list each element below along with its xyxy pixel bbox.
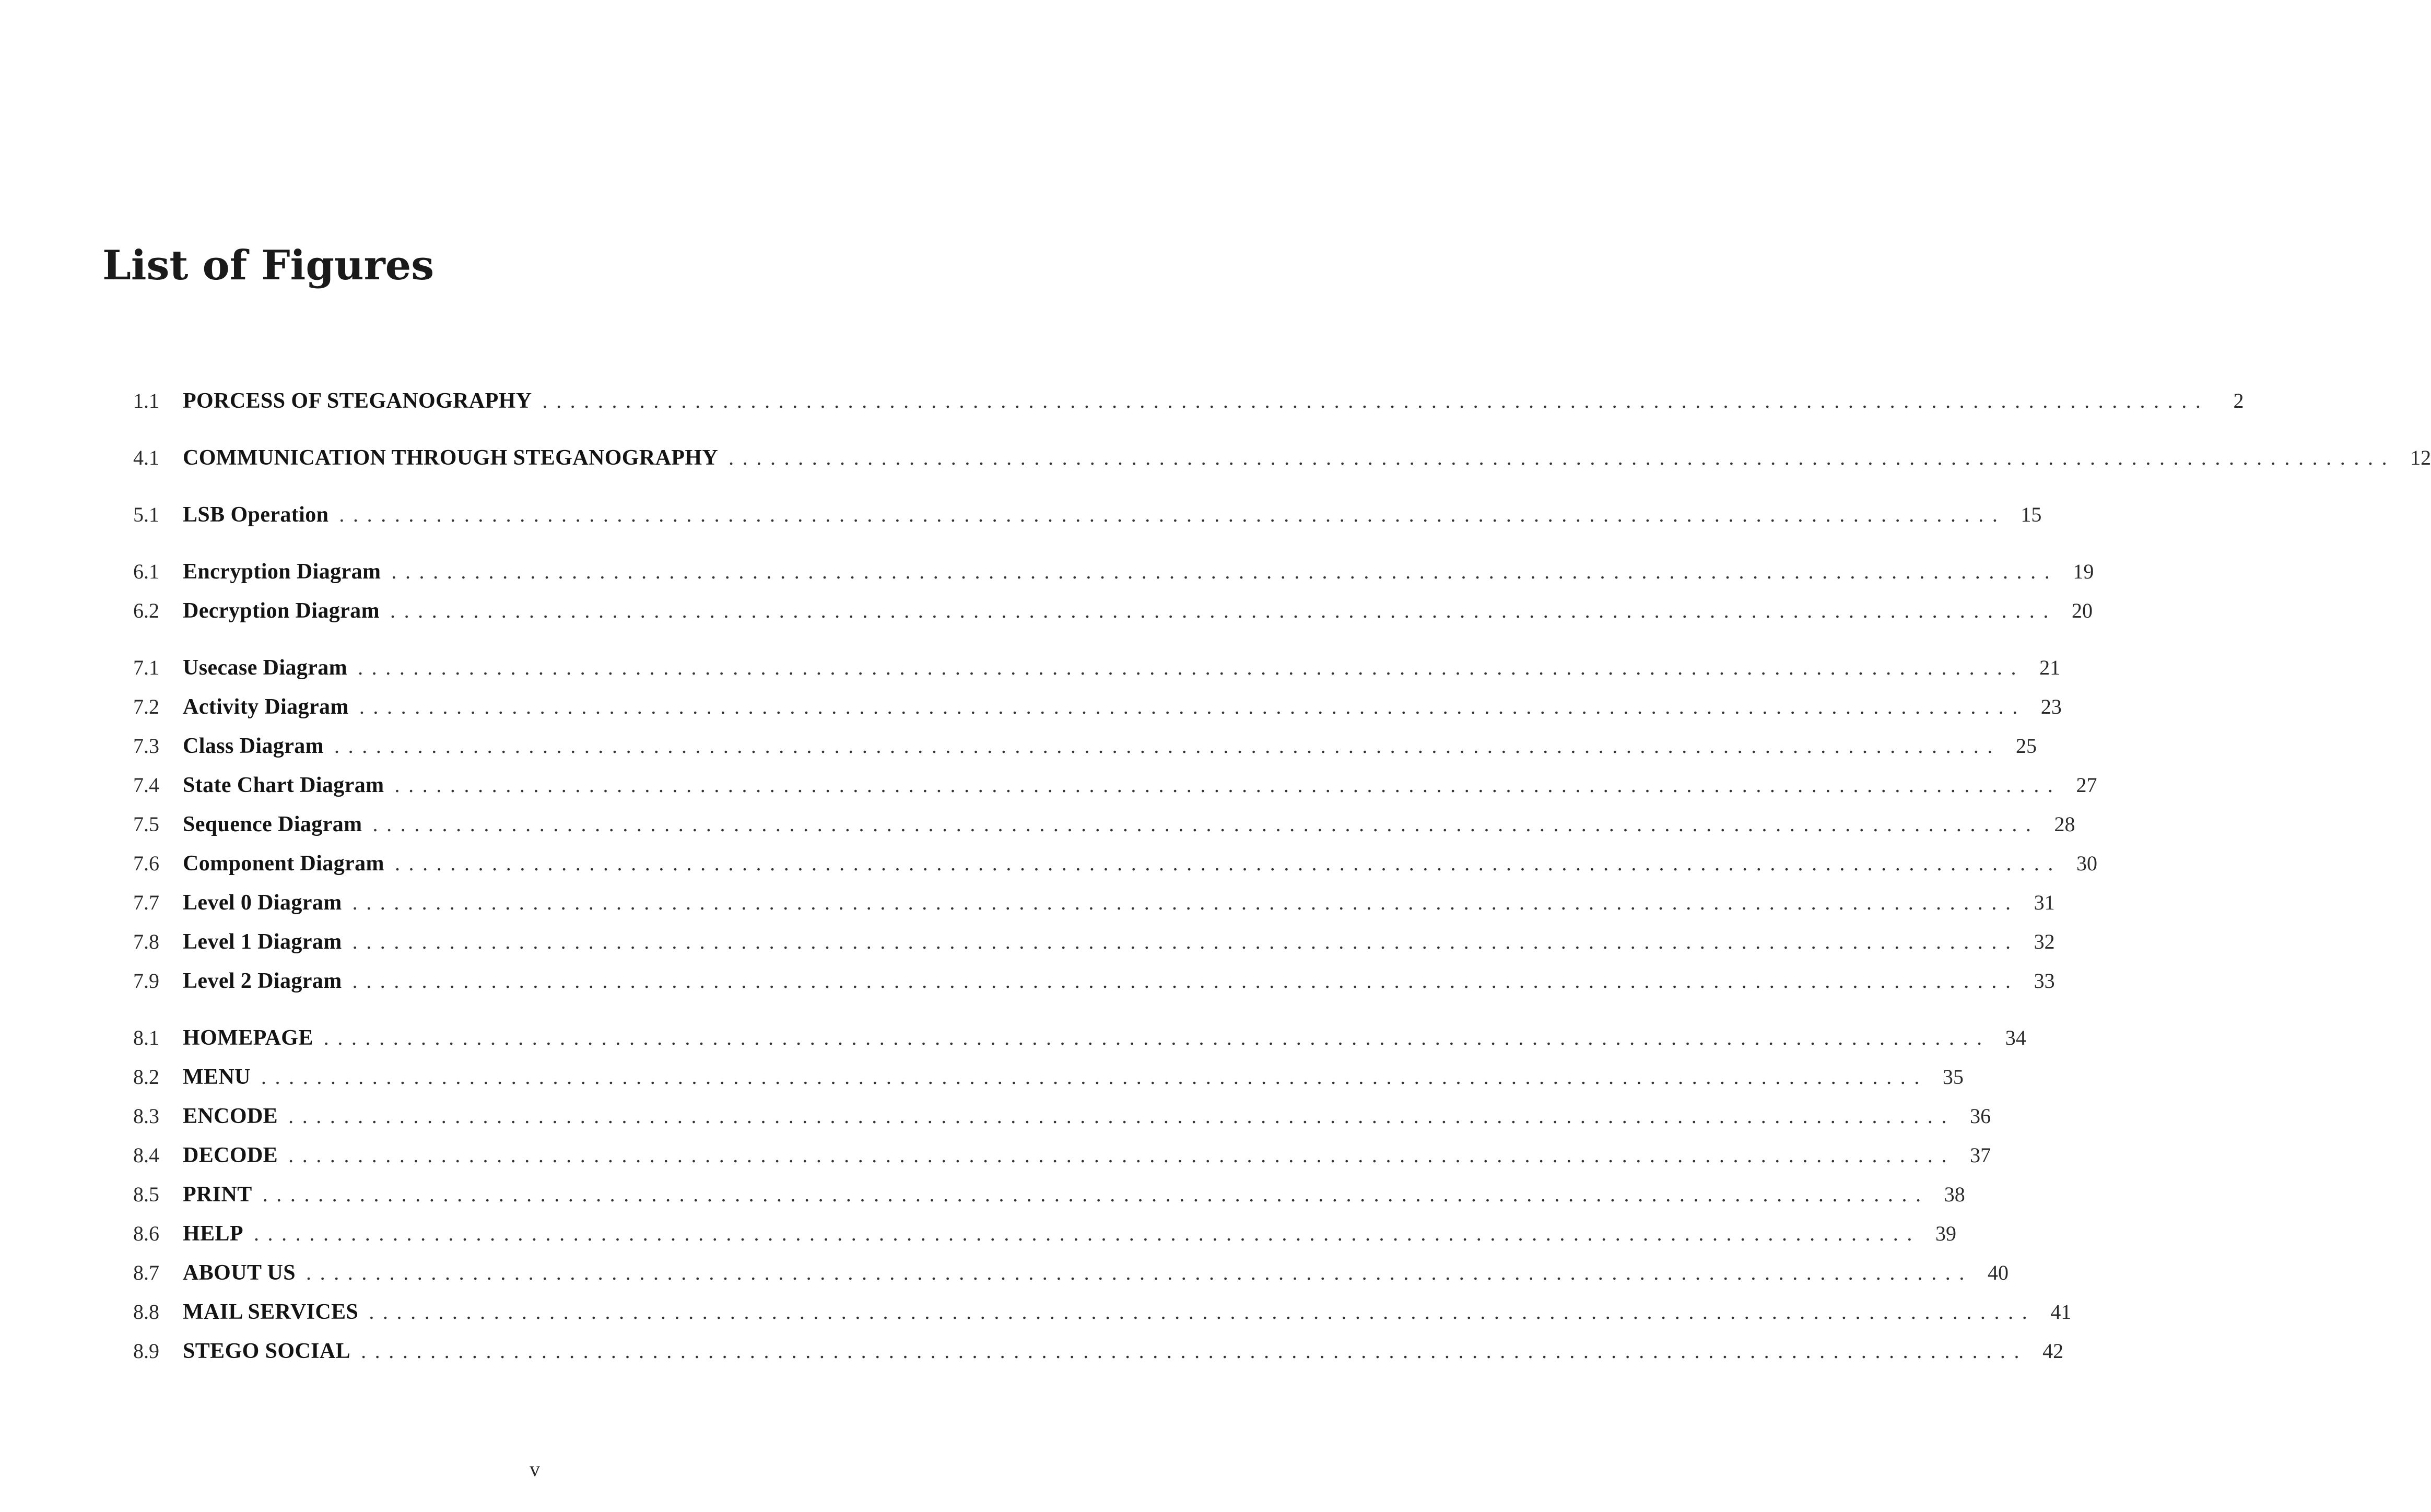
dot-leader: ........................................................................................................................ <box>372 812 2040 836</box>
dot-leader: ........................................................................................................................ <box>262 1183 1930 1206</box>
figure-entry[interactable] <box>133 1253 2009 1292</box>
dot-leader: ........................................................................................................................ <box>339 503 2006 526</box>
figure-label: MENU <box>183 1065 251 1089</box>
figure-entry[interactable] <box>133 1214 1956 1253</box>
figure-label: Sequence Diagram <box>183 812 362 836</box>
figure-label: STEGO SOCIAL <box>183 1339 351 1363</box>
figure-label: DECODE <box>183 1143 278 1167</box>
dot-leader: ........................................................................................................................ <box>390 599 2057 622</box>
figure-number: 7.4 <box>133 773 159 797</box>
figure-entry[interactable] <box>133 648 2061 687</box>
figure-page: 36 <box>1970 1104 1991 1128</box>
figure-label: Level 0 Diagram <box>183 891 342 915</box>
figure-page: 39 <box>1935 1222 1956 1245</box>
figure-entry[interactable] <box>133 495 2042 534</box>
dot-leader: ........................................................................................................................ <box>323 1026 1991 1049</box>
figure-number: 7.1 <box>133 656 159 679</box>
figure-number: 8.9 <box>133 1339 159 1363</box>
figure-label: ENCODE <box>183 1104 278 1128</box>
figure-group <box>133 438 2431 477</box>
figure-entry[interactable] <box>133 844 2097 883</box>
figure-group <box>133 552 2094 630</box>
figure-label: Decryption Diagram <box>183 599 380 623</box>
dot-leader: ........................................................................................................................ <box>369 1300 2036 1324</box>
figure-entry[interactable] <box>133 687 2062 726</box>
figure-entry[interactable] <box>133 883 2055 922</box>
figure-page: 30 <box>2076 852 2097 875</box>
figure-entry[interactable] <box>133 1018 2026 1057</box>
dot-leader: ........................................................................................................................ <box>253 1222 1921 1245</box>
figure-number: 7.6 <box>133 852 159 875</box>
dot-leader: ........................................................................................................................ <box>729 446 2396 469</box>
figure-label: COMMUNICATION THROUGH STEGANOGRAPHY <box>183 446 719 470</box>
figure-group <box>133 1018 2072 1371</box>
figure-page: 35 <box>1942 1065 1964 1089</box>
figure-page: 21 <box>2039 656 2061 679</box>
page-title: List of Figures <box>102 242 434 289</box>
figure-number: 8.7 <box>133 1261 159 1284</box>
figure-number: 8.6 <box>133 1222 159 1245</box>
figure-entry[interactable] <box>133 922 2055 961</box>
dot-leader: ........................................................................................................................ <box>352 930 2019 953</box>
figure-label: Class Diagram <box>183 734 324 758</box>
dot-leader: ........................................................................................................................ <box>358 656 2025 679</box>
figure-page: 2 <box>2233 389 2244 412</box>
dot-leader: ........................................................................................................................ <box>352 891 2019 914</box>
figure-label: PRINT <box>183 1183 252 1207</box>
figure-page: 40 <box>1988 1261 2009 1284</box>
figure-page: 19 <box>2073 560 2094 583</box>
figure-number: 4.1 <box>133 446 159 469</box>
figure-number: 7.3 <box>133 734 159 758</box>
figure-page: 37 <box>1970 1143 1991 1167</box>
dot-leader: ........................................................................................................................ <box>288 1104 1956 1128</box>
figure-entry[interactable] <box>133 1096 1991 1136</box>
figure-entry[interactable] <box>133 961 2055 1000</box>
figure-label: HELP <box>183 1222 243 1246</box>
figure-entry[interactable] <box>133 381 2244 420</box>
figure-label: Usecase Diagram <box>183 656 348 680</box>
figure-page: 15 <box>2021 503 2042 526</box>
figure-number: 7.5 <box>133 812 159 836</box>
dot-leader: ........................................................................................................................ <box>352 969 2019 993</box>
figure-number: 7.9 <box>133 969 159 993</box>
figure-label: ABOUT US <box>183 1261 296 1285</box>
dot-leader: ........................................................................................................................ <box>261 1065 1928 1089</box>
figure-entry[interactable] <box>133 1331 2064 1371</box>
figure-group <box>133 381 2244 420</box>
figure-number: 8.4 <box>133 1143 159 1167</box>
figure-label: Encryption Diagram <box>183 560 381 584</box>
figure-label: State Chart Diagram <box>183 773 384 797</box>
figure-label: Level 1 Diagram <box>183 930 342 954</box>
figure-number: 7.8 <box>133 930 159 953</box>
dot-leader: ........................................................................................................................ <box>394 852 2062 875</box>
dot-leader: ........................................................................................................................ <box>361 1339 2028 1363</box>
figure-page: 33 <box>2034 969 2055 993</box>
figure-entry[interactable] <box>133 438 2431 477</box>
figure-number: 8.3 <box>133 1104 159 1128</box>
figure-page: 25 <box>2016 734 2037 758</box>
dot-leader: ........................................................................................................................ <box>306 1261 1973 1284</box>
figure-page: 31 <box>2034 891 2055 914</box>
figure-entry[interactable] <box>133 726 2037 765</box>
dot-leader: ........................................................................................................................ <box>334 734 2002 758</box>
figure-number: 7.7 <box>133 891 159 914</box>
figure-page: 41 <box>2050 1300 2072 1324</box>
figure-page: 12 <box>2410 446 2431 469</box>
figure-number: 8.2 <box>133 1065 159 1089</box>
figure-entry[interactable] <box>133 805 2075 844</box>
figure-page: 20 <box>2071 599 2093 622</box>
figure-label: HOMEPAGE <box>183 1026 313 1050</box>
figure-label: MAIL SERVICES <box>183 1300 359 1324</box>
figure-number: 5.1 <box>133 503 159 526</box>
figure-page: 38 <box>1944 1183 1965 1206</box>
dot-leader: ........................................................................................................................ <box>288 1143 1956 1167</box>
figure-label: PORCESS OF STEGANOGRAPHY <box>183 389 532 413</box>
figure-group <box>133 648 2097 1000</box>
figure-number: 1.1 <box>133 389 159 412</box>
list-of-figures <box>133 381 2431 1371</box>
figure-number: 8.1 <box>133 1026 159 1049</box>
dot-leader: ........................................................................................................................ <box>391 560 2059 583</box>
figure-page: 42 <box>2042 1339 2064 1363</box>
figure-number: 8.8 <box>133 1300 159 1324</box>
figure-entry[interactable] <box>133 1292 2072 1331</box>
figure-page: 23 <box>2040 695 2062 718</box>
figure-entry[interactable] <box>133 552 2094 591</box>
figure-label: Activity Diagram <box>183 695 349 719</box>
figure-entry[interactable] <box>133 765 2097 805</box>
figure-page: 27 <box>2076 773 2097 797</box>
figure-number: 6.1 <box>133 560 159 583</box>
figure-label: Level 2 Diagram <box>183 969 342 993</box>
figure-page: 28 <box>2054 812 2075 836</box>
figure-number: 6.2 <box>133 599 159 622</box>
figure-entry[interactable] <box>133 591 2093 630</box>
dot-leader: ........................................................................................................................ <box>359 695 2026 718</box>
dot-leader: ........................................................................................................................ <box>542 389 2210 412</box>
page-number: v <box>530 1457 540 1481</box>
figure-number: 8.5 <box>133 1183 159 1206</box>
figure-number: 7.2 <box>133 695 159 718</box>
figure-entry[interactable] <box>133 1057 1964 1096</box>
figure-label: Component Diagram <box>183 852 384 876</box>
figure-page: 32 <box>2034 930 2055 953</box>
dot-leader: ........................................................................................................................ <box>394 773 2062 797</box>
figure-group <box>133 495 2042 534</box>
figure-label: LSB Operation <box>183 503 329 527</box>
figure-page: 34 <box>2005 1026 2026 1049</box>
figure-entry[interactable] <box>133 1175 1965 1214</box>
figure-entry[interactable] <box>133 1136 1991 1175</box>
